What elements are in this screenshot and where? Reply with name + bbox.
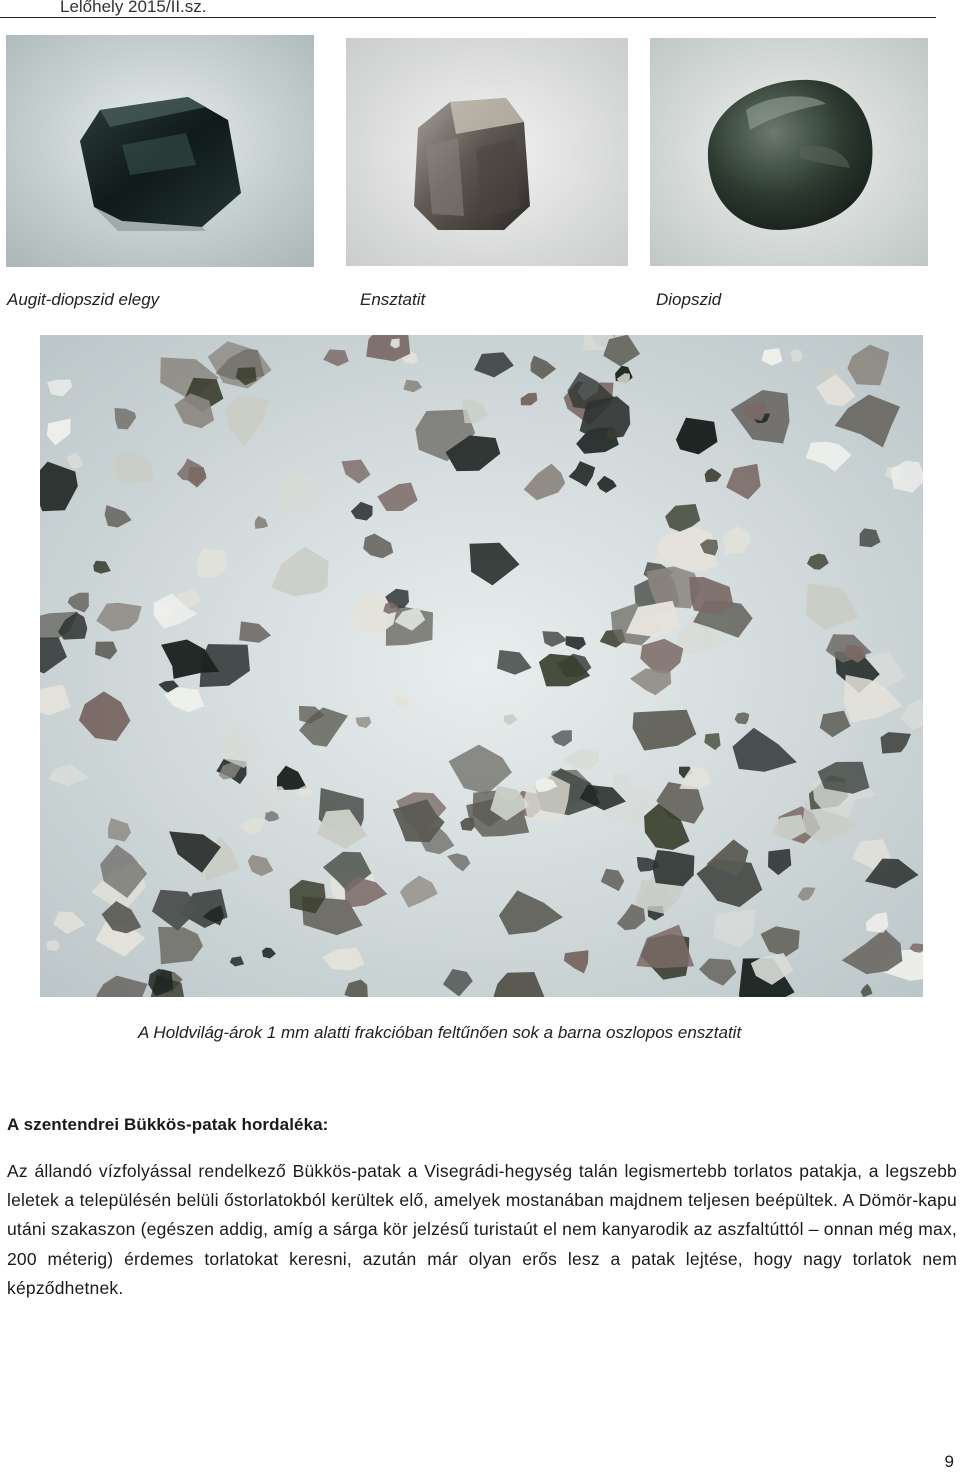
ensztatit-photo: [346, 38, 628, 266]
section-paragraph: Az állandó vízfolyással rendelkező Bükkös-patak a Visegrádi-hegység talán legismertebb torlatos patakja, a legszebb leletek a településén belüli őstorlatokból kerültek elő, amelyek mostanában majdnem teljesen beépültek. A Dömör-kapu utáni szakaszon (egészen addig, amíg a sárga kör jelzésű turistaút el nem kanyarodik az aszfaltúttól – onnan még max, 200 méterig) érdemes torlatokat keresni, azután már olyan erős lesz a patak lejtése, hogy nagy torlatok nem képződhetnek.: [7, 1161, 957, 1298]
sand-grains-microscope-icon: [40, 335, 923, 997]
header-title: Lelőhely 2015/II.sz.: [60, 0, 207, 16]
diopszid-photo: [650, 38, 928, 266]
sand-grains-photo: [40, 335, 923, 997]
mineral-crystal-icon: [650, 38, 928, 266]
page-number: 9: [944, 1452, 954, 1471]
sand-grain: [652, 850, 694, 886]
mineral-crystal-icon: [346, 38, 628, 266]
section-heading: A szentendrei Bükkös-patak hordaléka:: [7, 1115, 329, 1134]
photo-caption-ensztatit: Ensztatit: [360, 290, 426, 309]
photo-caption-diopszid: Diopszid: [656, 290, 722, 309]
photo-caption-augit-diopszid: Augit-diopszid elegy: [7, 290, 160, 309]
mineral-crystal-icon: [6, 35, 314, 267]
augit-diopszid-photo: [6, 35, 314, 267]
running-header: [0, 0, 936, 18]
sand-photo-caption: A Holdvilág-árok 1 mm alatti frakcióban feltűnően sok a barna oszlopos ensztatit: [138, 1023, 742, 1042]
